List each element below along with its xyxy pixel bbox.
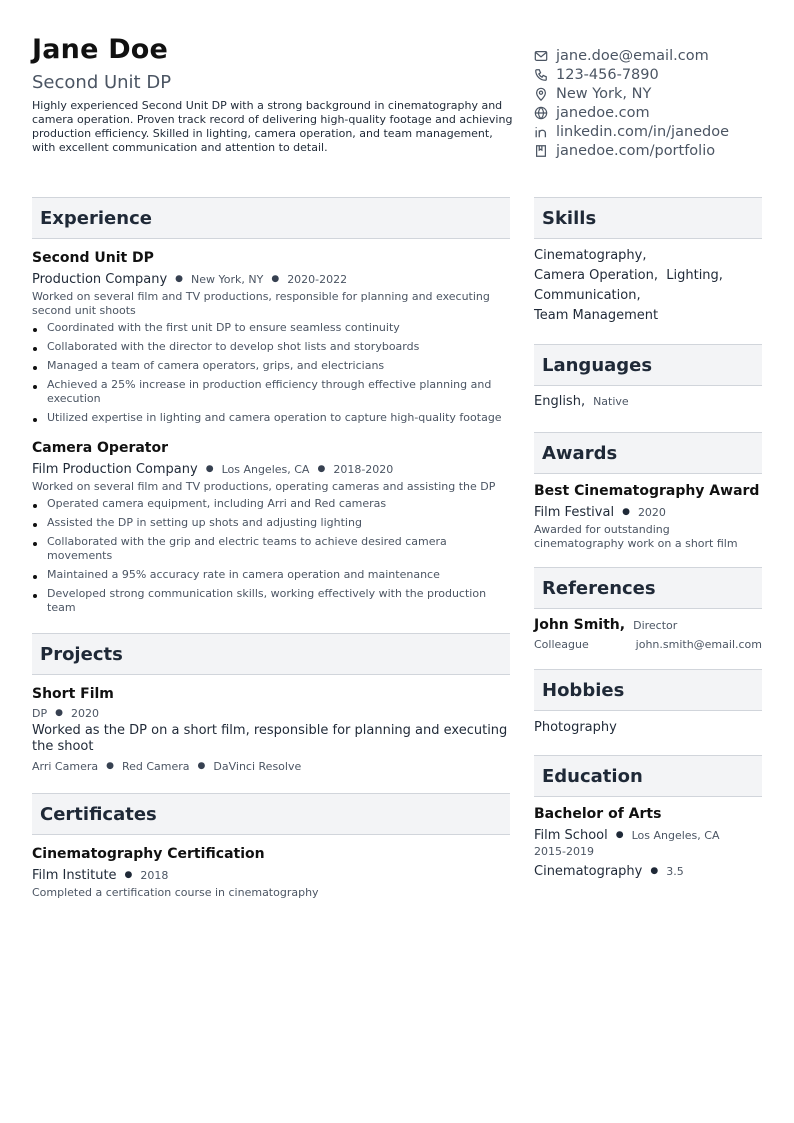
linkedin-icon [534,125,548,139]
left-column [32,197,510,900]
contact-location [534,84,774,103]
globe-icon [534,106,548,120]
job-bullet: Collaborated with the director to develop shot lists and storyboards [32,340,510,354]
project-year: 2020 [70,706,99,720]
summary: Highly experienced Second Unit DP with a strong background in cinematography and camera operation. Proven track record of delivering high-quality footage and achieving production efficiency. Skilled in lighting, camera operation, and team management, with excellent communication and attention to detail. [32,99,513,154]
job-bullet: Utilized expertise in lighting and camera operation to capture high-quality footage [32,411,510,425]
award-entry [534,474,762,551]
projects-heading: Projects [32,633,510,675]
skill-item: Cinematography, [534,248,647,263]
contact-phone[interactable] [534,65,774,84]
job-entry [32,439,510,615]
reference-details [534,638,762,651]
separator-dot: ● [175,274,184,284]
languages-heading: Languages [534,344,762,386]
job-title: Second Unit DP [32,250,154,266]
candidate-name: Jane Doe [32,34,169,65]
certificate-meta [32,866,510,884]
separator-dot: ● [205,464,214,474]
separator-dot: ● [615,830,624,840]
reference-email[interactable]: john.smith@email.com [635,638,762,651]
certificate-title: Cinematography Certification [32,846,265,862]
reference-role: Director [633,619,678,632]
job-bullet: Coordinated with the first unit DP to ensure seamless continuity [32,321,510,335]
skills-heading: Skills [534,197,762,239]
portfolio-icon [534,144,548,158]
project-title: Short Film [32,686,114,702]
job-bullets [32,497,510,615]
skills-list [534,239,762,326]
project-tools [32,758,510,774]
job-location: New York, NY [191,272,264,286]
candidate-title: Second Unit DP [32,72,172,93]
skill-item: Communication, [534,288,641,303]
separator-dot: ● [622,507,630,517]
hobbies-heading: Hobbies [534,669,762,711]
separator-dot: ● [106,761,114,771]
award-year: 2020 [637,505,666,519]
job-bullet: Achieved a 25% increase in production efficiency through effective planning and execution [32,378,510,406]
job-bullets [32,321,510,425]
separator-dot: ● [197,761,206,771]
award-title: Best Cinematography Award [534,483,760,499]
languages-list [534,386,762,412]
certificate-description: Completed a certification course in cinematography [32,886,319,899]
experience-heading: Experience [32,197,510,239]
contact-linkedin[interactable] [534,122,774,141]
location-icon [534,87,548,101]
hobby-item: Photography [534,720,617,735]
project-tool: Red Camera [121,759,190,773]
certificate-issuer: Film Institute [32,867,117,883]
phone-icon [534,68,548,82]
skill-item: Team Management [534,308,659,323]
job-dates: 2018-2020 [333,462,394,476]
contact-email-text: jane.doe@email.com [556,47,709,64]
education-meta [534,826,762,844]
education-field-row [534,862,762,880]
awards-heading: Awards [534,432,762,474]
language-level: Native [593,395,629,408]
contact-portfolio[interactable] [534,141,774,160]
project-meta [32,705,510,721]
job-location: Los Angeles, CA [221,462,310,476]
job-entry [32,249,510,425]
education-gpa: 3.5 [666,864,684,878]
job-description: Worked on several film and TV productions, responsible for planning and executing second unit shoots [32,290,490,317]
contact-website-text: janedoe.com [556,104,650,121]
job-bullet: Developed strong communication skills, working effectively with the production team [32,587,510,615]
reference-relation: Colleague [534,638,589,651]
education-years: 2015-2019 [534,845,594,858]
job-description: Worked on several film and TV productions, operating cameras and assisting the DP [32,480,496,493]
separator-dot: ● [650,866,659,876]
separator-dot: ● [55,708,63,718]
job-bullet: Collaborated with the grip and electric teams to achieve desired camera movements [32,535,510,563]
job-bullet: Maintained a 95% accuracy rate in camera operation and maintenance [32,568,510,582]
job-meta [32,460,510,478]
job-meta [32,270,510,288]
job-title: Camera Operator [32,440,169,456]
education-heading: Education [534,755,762,797]
certificates-heading: Certificates [32,793,510,835]
education-location: Los Angeles, CA [631,828,720,842]
project-role: DP [32,706,48,720]
job-bullet: Assisted the DP in setting up shots and adjusting lighting [32,516,510,530]
job-dates: 2020-2022 [287,272,348,286]
contact-phone-text: 123-456-7890 [556,66,659,83]
skill-item: Lighting, [666,268,723,283]
project-tool: Arri Camera [32,759,99,773]
email-icon [534,49,548,63]
separator-dot: ● [271,274,280,284]
education-entry [534,797,762,880]
job-bullet: Managed a team of camera operators, grips, and electricians [32,359,510,373]
education-school: Film School [534,827,608,843]
contact-location-text: New York, NY [556,85,652,102]
project-description: Worked as the DP on a short film, responsible for planning and executing the shoot [32,723,508,754]
reference-name: John Smith, [534,617,626,633]
award-org: Film Festival [534,504,615,520]
job-bullet: Operated camera equipment, including Arri and Red cameras [32,497,510,511]
award-description: Awarded for outstanding cinematography work on a short film [534,523,738,550]
separator-dot: ● [317,464,326,474]
reference-entry [534,609,762,651]
right-column [534,197,762,880]
contact-email[interactable] [534,46,774,65]
award-meta [534,503,762,521]
language-item [534,394,762,412]
separator-dot: ● [124,870,133,880]
certificate-year: 2018 [140,868,169,882]
language-name: English, [534,394,586,409]
references-heading: References [534,567,762,609]
hobbies-list [534,711,762,737]
job-company: Production Company [32,271,168,287]
skill-row [534,266,762,286]
education-degree: Bachelor of Arts [534,806,662,822]
contact-linkedin-text: linkedin.com/in/janedoe [556,123,730,140]
contact-portfolio-text: janedoe.com/portfolio [556,142,716,159]
skill-item: Camera Operation, [534,268,658,283]
education-field: Cinematography [534,863,643,879]
contact-website[interactable] [534,103,774,122]
job-company: Film Production Company [32,461,198,477]
contact-list [534,46,774,160]
reference-header [534,617,762,635]
project-tool: DaVinci Resolve [213,759,302,773]
